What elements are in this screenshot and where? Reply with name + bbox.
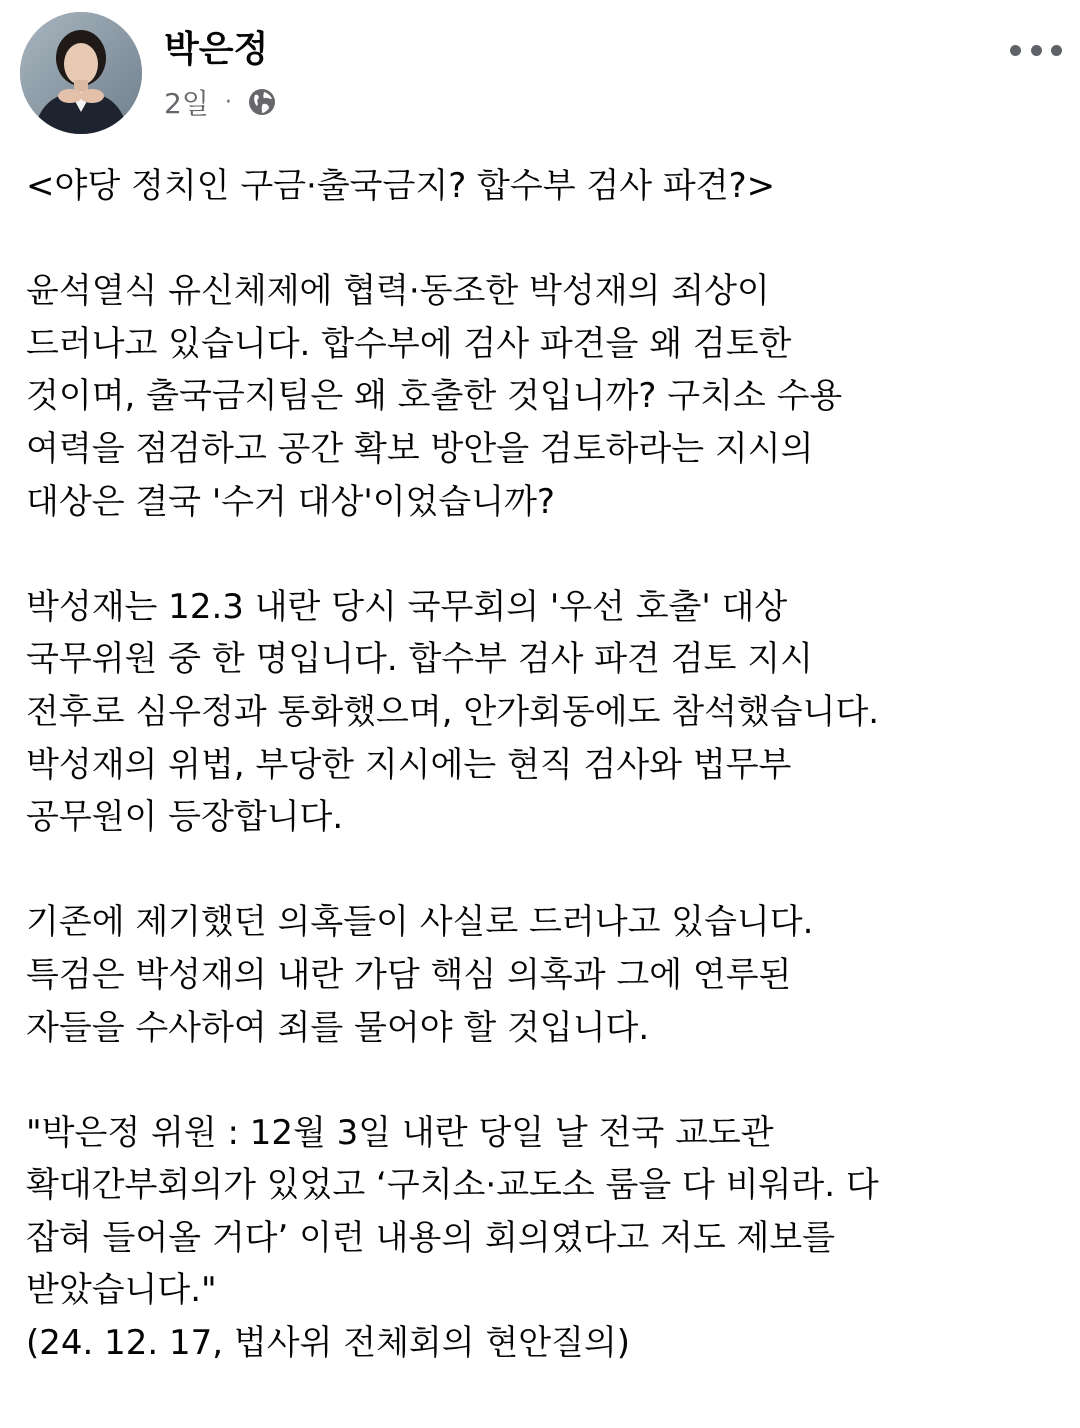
post-line: 특검은 박성재의 내란 가담 핵심 의혹과 그에 연루된 — [26, 954, 792, 995]
post-line: 전후로 심우정과 통화했으며, 안가회동에도 참석했습니다. — [26, 691, 880, 732]
person-avatar-icon — [20, 12, 142, 134]
post-line: 기존에 제기했던 의혹들이 사실로 드러나고 있습니다. — [26, 902, 814, 943]
post-header — [0, 0, 1080, 140]
post-line: 국무위원 중 한 명입니다. 합수부 검사 파견 검토 지시 — [26, 639, 813, 680]
paragraph-gap — [26, 213, 1066, 266]
post-line: 대상은 결국 '수거 대상'이었습니까? — [26, 481, 555, 522]
post-meta — [164, 82, 278, 122]
post-line: 것이며, 출국금지팀은 왜 호출한 것입니까? 구치소 수용 — [26, 376, 843, 417]
post-line: 자들을 수사하여 죄를 물어야 할 것입니다. — [26, 1007, 650, 1048]
post-line: 확대간부회의가 있었고 ‘구치소·교도소 룸을 다 비워라. 다 — [26, 1165, 879, 1206]
post-line: 박성재의 위법, 부당한 지시에는 현직 검사와 법무부 — [26, 744, 792, 785]
post-line: 여력을 점검하고 공간 확보 방안을 검토하라는 지시의 — [26, 428, 814, 469]
post-title: <야당 정치인 구금·출국금지? 합수부 검사 파견?> — [26, 166, 776, 206]
post-line: 박성재는 12.3 내란 당시 국무회의 '우선 호출' 대상 — [26, 586, 788, 627]
post-line: 윤석열식 유신체제에 협력·동조한 박성재의 죄상이 — [26, 271, 770, 312]
more-options-button[interactable] — [1010, 32, 1062, 68]
post-line: 잡혀 들어올 거다’ 이런 내용의 회의였다고 저도 제보를 — [26, 1217, 836, 1258]
post-line: 받았습니다." — [26, 1270, 217, 1311]
more-horizontal-icon — [1010, 45, 1021, 56]
meta-separator: · — [224, 89, 232, 115]
post-line: 드러나고 있습니다. 합수부에 검사 파견을 왜 검토한 — [26, 323, 792, 364]
post-line: "박은정 위원 : 12월 3일 내란 당일 날 전국 교도관 — [26, 1112, 774, 1153]
paragraph-gap — [26, 844, 1066, 897]
paragraph-gap — [26, 1054, 1066, 1107]
author-avatar[interactable] — [20, 12, 142, 134]
author-name[interactable]: 박은정 — [164, 29, 269, 70]
globe-icon[interactable] — [246, 86, 278, 118]
more-dot — [1031, 45, 1042, 56]
post-time[interactable]: 2일 — [164, 87, 209, 120]
post-body — [26, 160, 1066, 1370]
post-line: (24. 12. 17, 법사위 전체회의 현안질의) — [26, 1323, 631, 1364]
paragraph-gap — [26, 528, 1066, 581]
post-line: 공무원이 등장합니다. — [26, 797, 344, 838]
more-dot — [1051, 45, 1062, 56]
